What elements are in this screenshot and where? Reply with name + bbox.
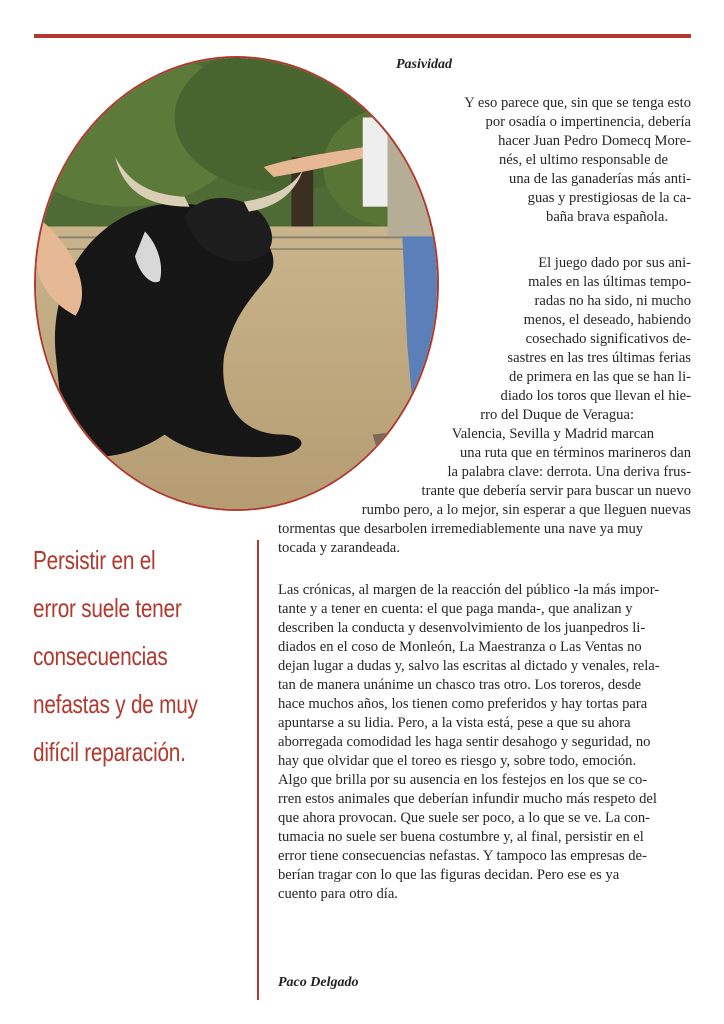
body-line: de primera en las que se han li- — [509, 369, 691, 385]
body-line: tocada y zarandeada. — [278, 540, 400, 556]
body-line: una de las ganaderías más anti- — [509, 171, 691, 187]
body-line: hay que olvidar que el toreo es riesgo y, sobre todo, emoción. — [278, 753, 637, 769]
body-line: aborregada comodidad les haga sentir desahogo y seguridad, no — [278, 734, 651, 750]
bull-photo — [34, 56, 439, 511]
body-line: error tiene consecuencias nefastas. Y tampoco las empresas de- — [278, 848, 647, 864]
body-line: cosechado significativos de- — [525, 331, 691, 347]
body-line: Valencia, Sevilla y Madrid marcan — [451, 426, 654, 442]
body-line: por osadía o impertinencia, debería — [485, 114, 691, 130]
body-line: berían tragar con lo que las figuras decidan. Pero ese es ya — [278, 867, 620, 883]
body-line: nés, el ultimo responsable de — [498, 152, 668, 168]
body-line: diados en el coso de Monleón, La Maestranza o Las Ventas no — [278, 639, 642, 655]
body-line: diado los toros que llevan el hie- — [500, 388, 691, 404]
body-line: hace muchos años, los tienen como preferidos y hay tortas para — [278, 696, 648, 712]
body-line: describen la conducta y desenvolvimiento de los juanpedros li- — [278, 620, 646, 636]
pull-quote-line: difícil reparación. — [33, 737, 186, 767]
pull-quote-line: nefastas y de muy — [33, 689, 198, 719]
author-signature: Paco Delgado — [278, 975, 359, 990]
body-line: tan de manera unánime un chasco tras otro. Los toreros, desde — [278, 677, 642, 693]
pull-quote-line: Persistir en el — [33, 545, 156, 575]
body-line: baña brava española. — [546, 209, 668, 225]
top-rule — [34, 34, 691, 38]
body-line: rro del Duque de Veragua: — [480, 407, 634, 423]
body-line: radas no ha sido, ni mucho — [534, 293, 691, 309]
body-line: males en las últimas tempo- — [528, 274, 691, 290]
pull-quote-rule — [257, 540, 259, 1000]
body-line: rumbo pero, a lo mejor, sin esperar a que lleguen nuevas — [361, 502, 691, 518]
body-line: El juego dado por sus ani- — [538, 255, 691, 271]
body-line: una ruta que en términos marineros dan — [460, 445, 691, 461]
body-line: guas y prestigiosas de la ca- — [527, 190, 691, 206]
body-line: Y eso parece que, sin que se tenga esto — [464, 95, 691, 111]
body-line: hacer Juan Pedro Domecq More- — [498, 133, 691, 149]
pull-quote-line: consecuencias — [33, 641, 168, 671]
body-line: tumacia no suele ser buena costumbre y, al final, persistir en el — [278, 829, 644, 845]
body-line: trante que debería servir para buscar un nuevo — [421, 483, 691, 499]
body-line: Las crónicas, al margen de la reacción del público -la más impor- — [278, 582, 660, 598]
body-line: que ahora provocan. Que suele ser poco, a lo que se ve. La con- — [278, 810, 650, 826]
body-line: dejan lugar a dudas y, salvo las escritas al dictado y venales, rela- — [278, 658, 660, 674]
body-line: menos, el deseado, habiendo — [523, 312, 691, 328]
body-line: Algo que brilla por su ausencia en los festejos en los que se co- — [278, 772, 648, 788]
body-line: cuento para otro día. — [278, 886, 398, 902]
pull-quote — [33, 536, 233, 776]
body-line: rren estos animales que deberían infundir mucho más respeto del — [278, 791, 657, 807]
section-title: Pasividad — [396, 57, 452, 72]
bull-photo-illustration — [36, 58, 437, 509]
body-line: sastres en las tres últimas ferias — [507, 350, 691, 366]
body-line: tormentas que desarbolen irremediablemente una nave ya muy — [278, 521, 644, 537]
body-line: tante y a tener en cuenta: el que paga manda-, que analizan y — [278, 601, 633, 617]
pull-quote-line: error suele tener — [33, 593, 182, 623]
body-line: la palabra clave: derrota. Una deriva frus- — [447, 464, 691, 480]
body-line: apuntarse a su lidia. Pero, a la vista está, pese a que su ahora — [278, 715, 631, 731]
